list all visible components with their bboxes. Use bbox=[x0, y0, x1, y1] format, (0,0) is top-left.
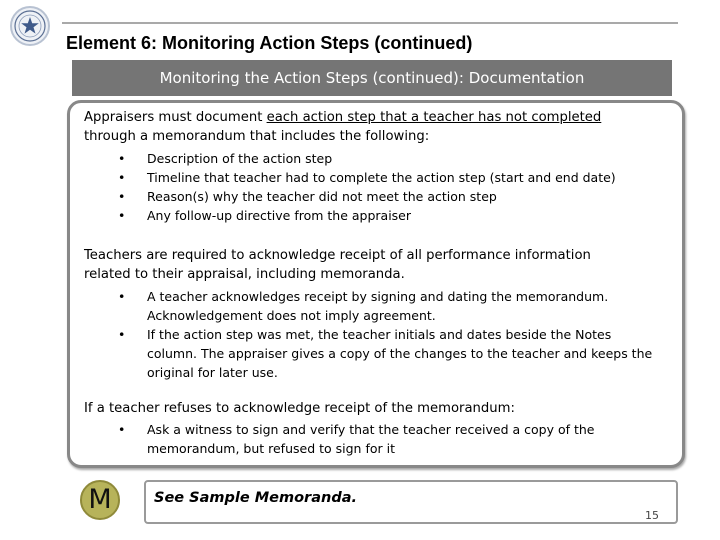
page-number: 15 bbox=[645, 509, 659, 522]
star-icon bbox=[12, 8, 48, 44]
bullet-glyph: • bbox=[118, 289, 126, 304]
list-item-text: Ask a witness to sign and verify that the teacher received a copy of the bbox=[147, 422, 595, 437]
list-item-text: Description of the action step bbox=[147, 151, 333, 166]
section3-bullet-list bbox=[118, 420, 678, 458]
bullet-glyph: • bbox=[118, 151, 126, 166]
memo-callout-text: See Sample Memoranda. bbox=[154, 490, 357, 506]
list-item-text: Reason(s) why the teacher did not meet the action step bbox=[147, 189, 497, 204]
bullet-glyph: • bbox=[118, 170, 126, 185]
list-item bbox=[118, 325, 678, 382]
bullet-glyph: • bbox=[118, 208, 126, 223]
list-item-text: If the action step was met, the teacher initials and dates beside the Notes bbox=[147, 327, 612, 342]
section3-intro-text: If a teacher refuses to acknowledge receipt of the memorandum: bbox=[84, 401, 515, 416]
section3-intro bbox=[84, 399, 674, 418]
list-item-text: Any follow-up directive from the appraiser bbox=[147, 208, 412, 223]
list-item bbox=[118, 149, 678, 168]
list-item-text: Timeline that teacher had to complete the action step (start and end date) bbox=[147, 170, 616, 185]
section1-intro-underlined: each action step that a teacher has not completed bbox=[266, 110, 602, 125]
list-item bbox=[118, 168, 678, 187]
bullet-glyph: • bbox=[118, 189, 126, 204]
list-item-text: column. The appraiser gives a copy of the changes to the teacher and keeps the bbox=[147, 346, 653, 361]
bullet-glyph: • bbox=[118, 327, 126, 342]
list-item bbox=[118, 187, 678, 206]
page-title: Element 6: Monitoring Action Steps (continued) bbox=[66, 33, 473, 53]
section2-intro bbox=[84, 246, 674, 284]
memorandum-icon: M bbox=[80, 480, 120, 520]
section1-bullet-list bbox=[118, 149, 678, 225]
list-item bbox=[118, 420, 678, 458]
list-item-text: original for later use. bbox=[147, 365, 278, 380]
list-item-text: Acknowledgement does not imply agreement. bbox=[147, 308, 436, 323]
header-rule bbox=[62, 22, 678, 24]
section1-intro-pre: Appraisers must document bbox=[84, 110, 267, 125]
section1-intro-post: through a memorandum that includes the following: bbox=[84, 129, 430, 144]
section2-intro-line: related to their appraisal, including memoranda. bbox=[84, 267, 405, 282]
list-item bbox=[118, 206, 678, 225]
section2-bullet-list bbox=[118, 287, 678, 382]
section-banner: Monitoring the Action Steps (continued): Documentation bbox=[72, 60, 672, 96]
list-item bbox=[118, 287, 678, 325]
section1-intro bbox=[84, 108, 674, 146]
list-item-text: A teacher acknowledges receipt by signing and dating the memorandum. bbox=[147, 289, 609, 304]
section2-intro-line: Teachers are required to acknowledge receipt of all performance information bbox=[84, 248, 591, 263]
texas-seal-logo bbox=[10, 6, 50, 46]
list-item-text: memorandum, but refused to sign for it bbox=[147, 441, 395, 456]
bullet-glyph: • bbox=[118, 422, 126, 437]
